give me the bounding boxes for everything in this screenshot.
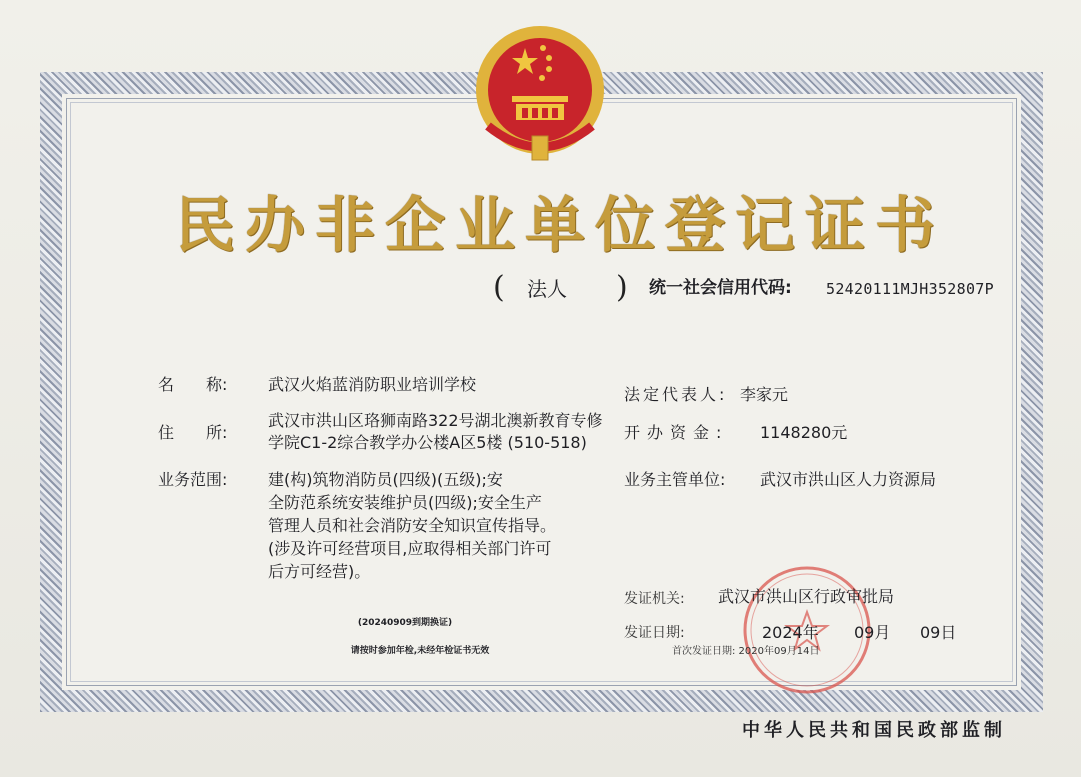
supervisor-label: 业务主管单位: [624,470,726,489]
scope-line-5: 后方可经营)。 [268,562,371,581]
scope-line-1: 建(构)筑物消防员(四级)(五级);安 [268,470,503,489]
capital-label: 开办资金: [624,423,729,442]
credit-code-value: 52420111MJH352807P [826,280,994,298]
type-close-paren: ) [616,270,628,305]
first-issue-date: 首次发证日期: 2020年09月14日 [672,646,820,657]
issue-year: 2024年 [762,623,819,642]
issue-month: 09月 [854,623,891,642]
issuer-label: 发证机关: [624,591,685,607]
address-label: 住 所: [158,423,228,442]
credit-code-label: 统一社会信用代码: [649,278,792,298]
representative-label: 法定代表人: [624,385,728,404]
address-line-2: 学院C1-2综合教学办公楼A区5楼 (510-518) [268,433,587,452]
name-label: 名 称: [158,375,228,394]
renewal-note: (20240909到期换证) [357,618,453,628]
name-value: 武汉火焰蓝消防职业培训学校 [268,375,477,394]
scope-line-2: 全防范系统安装维护员(四级);安全生产 [268,493,542,512]
supervisor-value: 武汉市洪山区人力资源局 [760,470,937,489]
scope-label: 业务范围: [158,470,228,489]
type-open-paren: ( [493,270,505,305]
issue-date-label: 发证日期: [624,625,685,641]
scope-line-4: (涉及许可经营项目,应取得相关部门许可 [268,539,552,558]
issue-day: 09日 [920,623,957,642]
issuer-value: 武汉市洪山区行政审批局 [718,587,895,606]
capital-value: 1148280元 [760,423,848,442]
certificate-type: 法人 [527,277,567,301]
address-line-1: 武汉市洪山区珞狮南路322号湖北澳新教育专修 [268,411,603,430]
footer-issuer: 中华人民共和国民政部监制 [742,720,1006,741]
certificate-title: 民办非企业单位登记证书 [175,191,945,261]
national-emblem-icon [470,18,610,168]
scope-line-3: 管理人员和社会消防安全知识宣传指导。 [268,516,557,535]
inspection-note: 请按时参加年检,未经年检证书无效 [350,646,490,656]
representative-value: 李家元 [740,385,789,404]
